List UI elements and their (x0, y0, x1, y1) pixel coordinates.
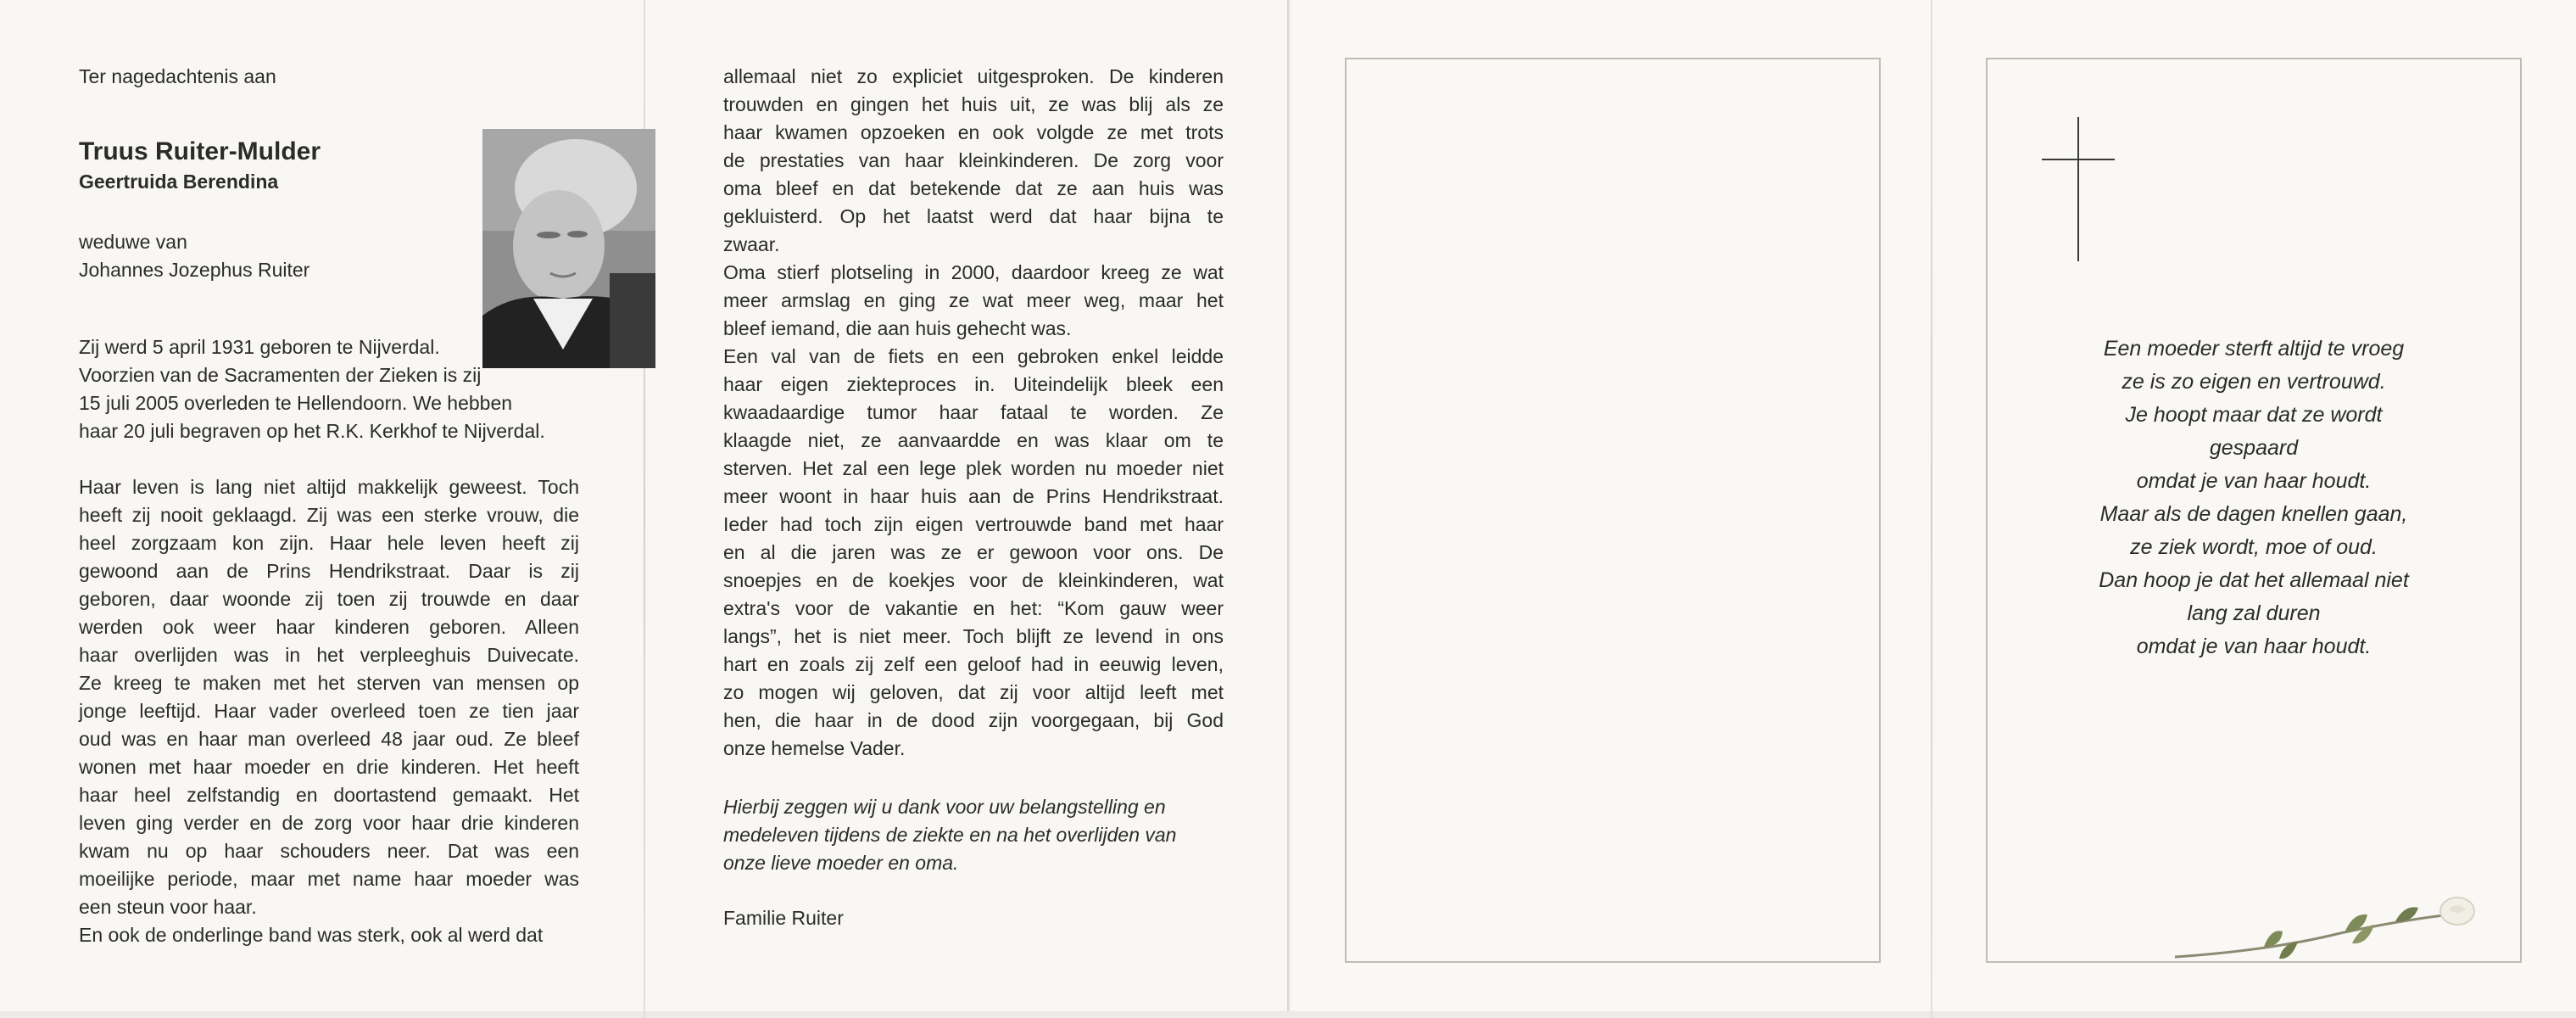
text-line: Voorzien van de Sacramenten der Zieken is zij (79, 364, 482, 386)
text-line: wonen met haar moeder en drie kinderen. Het heeft (79, 756, 579, 778)
intro-text: Ter nagedachtenis aan (79, 65, 276, 87)
poem-verse: ze is zo eigen en vertrouwd. (2122, 370, 2386, 394)
text-line: kwaadaardige tumor haar fataal te worden. Ze (723, 401, 1224, 423)
text-line: heeft zij nooit geklaagd. Zij was een sterke vrouw, die (79, 504, 579, 526)
thanks-paragraph (723, 793, 1224, 877)
text-line: Ze kreeg te maken met het sterven van mensen op (79, 672, 579, 694)
text-line: meer armslag en ging ze wat meer weg, maar het (723, 289, 1224, 311)
portrait-photo (482, 129, 655, 368)
text-line: bleef iemand, die aan huis gehecht was. (723, 317, 1072, 339)
text-line: kwam nu op haar schouders neer. Dat was een (79, 840, 579, 862)
text-line: extra's voor de vakantie en het: “Kom gauw weer (723, 597, 1224, 619)
given-names: Geertruida Berendina (79, 171, 279, 193)
memorial-page-2 (723, 63, 1224, 932)
memorial-page-1 (79, 63, 579, 949)
text-line: Haar leven is lang niet altijd makkelijk geweest. Toch (79, 476, 579, 498)
text-line: haar kwamen opzoeken en ook volgde ze met trots (723, 121, 1224, 143)
text-line: haar overlijden was in het verpleeghuis Duivecate. (79, 644, 579, 666)
text-line: de prestaties van haar kleinkinderen. De zorg voor (723, 149, 1224, 171)
outer-fold-line (1931, 0, 1932, 1018)
text-line: klaagde niet, ze aanvaardde en was klaar om te (723, 429, 1224, 451)
poem (1986, 333, 2522, 663)
text-line: zo mogen wij geloven, dat zij voor altijd leeft met (723, 681, 1224, 703)
thanks-line: medeleven tijdens de ziekte en na het overlijden van (723, 824, 1177, 846)
text-line: trouwden en gingen het huis uit, ze was blij als ze (723, 93, 1224, 115)
signature: Familie Ruiter (723, 907, 844, 929)
text-line: Zij werd 5 april 1931 geboren te Nijverdal. (79, 336, 440, 358)
text-line: haar 20 juli begraven op het R.K. Kerkhof te Nijverdal. (79, 420, 545, 442)
continued-paragraph (723, 63, 1224, 763)
text-line: sterven. Het zal een lege plek worden nu moeder niet (723, 457, 1224, 479)
text-line: allemaal niet zo expliciet uitgesproken. De kinderen (723, 65, 1224, 87)
text-line: werden ook weer haar kinderen geboren. Alleen (79, 616, 579, 638)
thanks-line: Hierbij zeggen wij u dank voor uw belangstelling en (723, 796, 1166, 818)
text-line: geboren, daar woonde zij toen zij trouwde en daar (79, 588, 579, 610)
cross-icon (2042, 117, 2115, 261)
text-line: snoepjes en de koekjes voor de kleinkinderen, wat (723, 569, 1224, 591)
text-line: en al die jaren was ze er gewoon voor ons. De (723, 541, 1224, 563)
text-line: Ieder had toch zijn eigen vertrouwde band met haar (723, 513, 1224, 535)
text-line: oma bleef en dat betekende dat ze aan huis was (723, 177, 1224, 199)
life-paragraph (79, 473, 579, 949)
text-line: langs”, het is niet meer. Toch blijft ze levend in ons (723, 625, 1224, 647)
deceased-name: Truus Ruiter-Mulder (79, 137, 321, 165)
spouse-name: Johannes Jozephus Ruiter (79, 259, 310, 281)
text-line: heel zorgzaam kon zijn. Haar hele leven heeft zij (79, 532, 579, 554)
poem-verse: Een moeder sterft altijd te vroeg (2103, 337, 2405, 361)
text-line: zwaar. (723, 233, 780, 255)
blank-framed-panel (1345, 58, 1881, 963)
text-line: gekluisterd. Op het laatst werd dat haar bijna te (723, 205, 1224, 227)
text-line: meer woont in haar huis aan de Prins Hendrikstraat. (723, 485, 1224, 507)
text-line: hart en zoals zij zelf een geloof had in eeuwig leven, (723, 653, 1224, 675)
text-line: haar eigen ziekteproces in. Uiteindelijk bleek een (723, 373, 1224, 395)
poem-verse: Dan hoop je dat het allemaal niet (2099, 568, 2409, 592)
widow-of-label: weduwe van (79, 231, 187, 253)
text-line: moeilijke periode, maar met name haar moeder was (79, 868, 579, 890)
thanks-line: onze lieve moeder en oma. (723, 852, 959, 874)
text-line: onze hemelse Vader. (723, 737, 906, 759)
text-line: haar heel zelfstandig en doortastend gemaakt. Het (79, 784, 579, 806)
text-line: Een val van de fiets en een gebroken enkel leidde (723, 345, 1224, 367)
text-line: oud was en haar man overleed 48 jaar oud. Ze bleef (79, 728, 579, 750)
poem-verse: gespaard (2209, 436, 2299, 460)
text-line: een steun voor haar. (79, 896, 257, 918)
poem-verse: omdat je van haar houdt. (2136, 635, 2372, 658)
text-line: Oma stierf plotseling in 2000, daardoor kreeg ze wat (723, 261, 1224, 283)
text-line: jonge leeftijd. Haar vader overleed toen ze tien jaar (79, 700, 579, 722)
portrait-image (482, 129, 655, 368)
poem-verse: Maar als de dagen knellen gaan, (2099, 502, 2408, 526)
text-line: En ook de onderlinge band was sterk, ook al werd dat (79, 924, 544, 946)
poem-verse: ze ziek wordt, moe of oud. (2130, 535, 2378, 559)
text-line: 15 juli 2005 overleden te Hellendoorn. We hebben (79, 392, 513, 414)
text-line: gewoond aan de Prins Hendrikstraat. Daar is zij (79, 560, 579, 582)
text-line: leven ging verder en de zorg voor haar drie kinderen (79, 812, 579, 834)
poem-verse: Je hoopt maar dat ze wordt (2125, 403, 2383, 427)
text-line: hen, die haar in de dood zijn voorgegaan, bij God (723, 709, 1224, 731)
rose-icon (2171, 891, 2478, 976)
poem-verse: lang zal duren (2187, 601, 2321, 625)
poem-verse: omdat je van haar houdt. (2136, 469, 2372, 493)
